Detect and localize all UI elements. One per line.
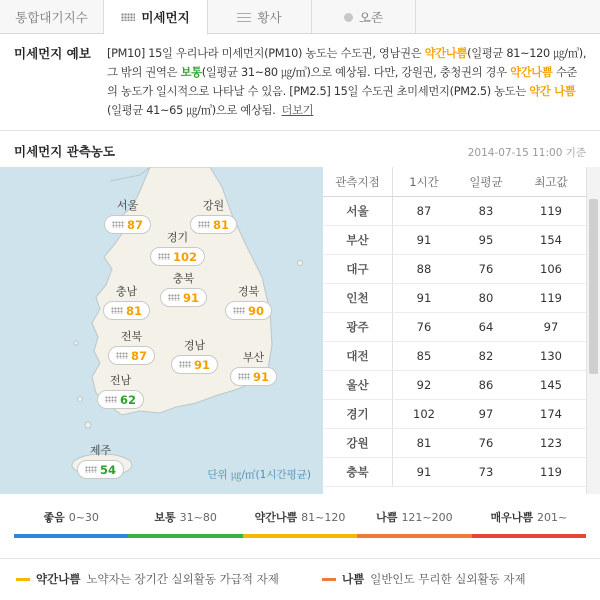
forecast-text-part: (일평균 31~80 ㎍/㎥)으로 예상됨. 다만, 강원권, 충청권의 경우 <box>201 66 511 79</box>
table-row <box>323 400 600 429</box>
value-cell: 174 <box>540 407 562 421</box>
more-link[interactable]: 더보기 <box>281 104 314 117</box>
note-description: 일반인도 무리한 실외활동 자제 <box>370 572 526 586</box>
station-name: 제주 <box>89 444 112 457</box>
value-cell: 102 <box>413 407 435 421</box>
tab-label: 미세먼지 <box>141 10 190 25</box>
station-name: 경북 <box>237 285 260 298</box>
forecast-title: 미세먼지 예보 <box>14 46 91 61</box>
table-row <box>323 313 600 342</box>
concentration-timestamp: 2014-07-15 11:00 기준 <box>467 147 586 159</box>
station-value: 91 <box>253 369 270 384</box>
column-header: 관측지점 <box>323 167 393 196</box>
station-cell: 울산 <box>323 371 393 399</box>
value-cell: 119 <box>540 465 562 479</box>
table-row <box>323 342 600 371</box>
station-name: 부산 <box>242 351 265 364</box>
dust-dots-icon <box>158 253 170 260</box>
legend-range: 31~80 <box>179 511 217 524</box>
dust-dots-icon <box>179 361 191 368</box>
forecast-grade-highlight: 약간 나쁨 <box>529 85 576 98</box>
value-cell: 154 <box>540 233 562 247</box>
value-cell: 91 <box>416 465 432 479</box>
value-cell: 85 <box>416 349 432 363</box>
dust-dots-icon <box>238 373 250 380</box>
legend-item <box>128 508 242 542</box>
table-row <box>323 197 600 226</box>
dust-dots-icon <box>111 307 123 314</box>
forecast-grade-highlight: 약간나쁨 <box>510 66 553 79</box>
forecast-grade-highlight: 보통 <box>180 66 202 79</box>
station-value: 102 <box>173 249 198 264</box>
station-value-pill <box>150 247 205 266</box>
station-cell: 부산 <box>323 226 393 254</box>
station-value: 90 <box>248 303 265 318</box>
station-name: 충북 <box>172 272 195 285</box>
forecast-text-part: (일평균 41~65 ㎍/㎥)으로 예상됨. <box>107 104 276 117</box>
station-cell: 경기 <box>323 400 393 428</box>
dust-dots-icon <box>85 466 97 473</box>
dust-dots-icon <box>121 13 135 21</box>
forecast-grade-highlight: 약간나쁨 <box>424 47 468 60</box>
legend-label: 나쁨 <box>376 511 398 524</box>
tab-label: 통합대기지수 <box>15 10 88 25</box>
concentration-title: 미세먼지 관측농도 <box>14 144 115 159</box>
station-value: 81 <box>213 217 230 232</box>
tab-bar <box>0 0 600 34</box>
legend-color-bar <box>243 534 357 538</box>
dust-dots-icon <box>105 396 117 403</box>
value-cell: 86 <box>478 378 494 392</box>
legend-label: 좋음 <box>43 511 65 524</box>
tab-label: 오존 <box>358 10 384 25</box>
value-cell: 130 <box>540 349 562 363</box>
station-value: 91 <box>194 357 211 372</box>
table-scrollbar[interactable] <box>586 167 600 494</box>
value-cell: 145 <box>540 378 562 392</box>
tab-fine-dust[interactable] <box>104 0 208 35</box>
station-name: 경기 <box>166 231 189 244</box>
value-cell: 92 <box>416 378 432 392</box>
note-color-swatch <box>16 578 30 581</box>
station-value-pill <box>104 215 151 234</box>
value-cell: 106 <box>540 262 562 276</box>
legend-label: 보통 <box>154 511 176 524</box>
station-value-pill <box>77 460 124 479</box>
station-seoul[interactable] <box>104 199 151 234</box>
station-chungnam[interactable] <box>103 285 150 320</box>
column-header: 1시간 <box>409 174 439 189</box>
station-value: 54 <box>100 462 117 477</box>
value-cell: 73 <box>478 465 494 479</box>
tab-yellow-dust[interactable] <box>208 0 312 34</box>
korea-land-shape <box>0 167 323 494</box>
table-row <box>323 284 600 313</box>
value-cell: 91 <box>416 233 432 247</box>
legend-item <box>243 508 357 542</box>
legend-range: 201~ <box>536 511 568 524</box>
station-name: 경남 <box>183 339 206 352</box>
note-label: 약간나쁨 <box>36 572 81 586</box>
station-name: 서울 <box>116 199 139 212</box>
station-gyeonggi[interactable] <box>150 231 205 266</box>
station-gyeongbuk[interactable] <box>225 285 272 320</box>
column-header: 최고값 <box>534 174 568 189</box>
legend-item <box>472 508 586 542</box>
legend-text <box>357 508 471 528</box>
value-cell: 123 <box>540 436 562 450</box>
station-value: 87 <box>127 217 144 232</box>
scrollbar-thumb[interactable] <box>589 199 598 374</box>
note-label: 나쁨 <box>342 572 365 586</box>
station-gangwon[interactable] <box>190 199 237 234</box>
station-cell: 광주 <box>323 313 393 341</box>
value-cell: 88 <box>416 262 432 276</box>
station-value-pill <box>108 346 155 365</box>
station-value-pill <box>97 390 144 409</box>
legend-color-bar <box>472 534 586 538</box>
forecast-text-part: (일평균 81~120 ㎍/㎥), 그 밖의 권역은 <box>107 47 587 79</box>
station-value: 91 <box>183 290 200 305</box>
lines-icon <box>237 13 251 22</box>
station-value-pill <box>225 301 272 320</box>
legend-label: 약간나쁨 <box>254 511 298 524</box>
value-cell: 91 <box>416 291 432 305</box>
legend-text <box>472 508 586 528</box>
circle-icon <box>344 13 353 22</box>
legend-color-bar <box>14 534 128 538</box>
legend-text <box>128 508 242 528</box>
station-value-pill <box>103 301 150 320</box>
station-gyeongnam[interactable] <box>171 339 218 374</box>
dust-dots-icon <box>112 221 124 228</box>
station-chungbuk[interactable] <box>160 272 207 307</box>
forecast-section <box>14 44 586 118</box>
station-jeonbuk[interactable] <box>108 330 155 365</box>
column-header: 일평균 <box>469 174 503 189</box>
station-cell: 인천 <box>323 284 393 312</box>
value-cell: 76 <box>416 320 432 334</box>
station-cell: 강원 <box>323 429 393 457</box>
forecast-text-part: 수준의 농도가 일시적으로 나타날 수 있음. [PM2.5] 15일 수도권 초미세먼지(PM2.5) 농도는 <box>107 66 578 98</box>
table-body <box>323 197 600 487</box>
legend-range: 81~120 <box>301 511 346 524</box>
tab-integrated-index[interactable] <box>0 0 104 34</box>
advisory-note <box>322 571 526 587</box>
note-color-swatch <box>322 578 336 581</box>
station-value: 81 <box>126 303 143 318</box>
station-name: 전남 <box>109 374 132 387</box>
dust-dots-icon <box>198 221 210 228</box>
station-cell: 대전 <box>323 342 393 370</box>
station-name: 전북 <box>120 330 143 343</box>
table-row <box>323 458 600 487</box>
station-cell: 서울 <box>323 197 393 225</box>
value-cell: 82 <box>478 349 494 363</box>
value-cell: 81 <box>416 436 432 450</box>
station-value: 62 <box>120 392 137 407</box>
dust-dots-icon <box>116 352 128 359</box>
station-cell: 충북 <box>323 458 393 486</box>
station-name: 충남 <box>115 285 138 298</box>
table-row <box>323 429 600 458</box>
value-cell: 87 <box>416 204 432 218</box>
advisory-notes <box>0 558 600 600</box>
legend-text <box>14 508 128 528</box>
value-cell: 64 <box>478 320 494 334</box>
note-description: 노약자는 장기간 실외활동 가급적 자제 <box>86 572 279 586</box>
forecast-text <box>107 44 587 120</box>
advisory-note <box>16 571 279 587</box>
station-value: 87 <box>131 348 148 363</box>
dust-dots-icon <box>233 307 245 314</box>
legend-color-bar <box>357 534 471 538</box>
value-cell: 80 <box>478 291 494 305</box>
dust-dots-icon <box>168 294 180 301</box>
legend-label: 매우나쁨 <box>490 511 533 524</box>
station-cell: 대구 <box>323 255 393 283</box>
station-name: 강원 <box>202 199 225 212</box>
value-cell: 95 <box>478 233 494 247</box>
station-jeonnam[interactable] <box>97 374 144 409</box>
legend-range: 0~30 <box>68 511 99 524</box>
table-row <box>323 255 600 284</box>
legend-item <box>357 508 471 542</box>
station-jeju[interactable] <box>77 444 124 479</box>
map-unit-label: 단위 ㎍/㎥(1시간평균) <box>207 469 311 481</box>
legend-text <box>243 508 357 528</box>
value-cell: 97 <box>543 320 559 334</box>
value-cell: 97 <box>478 407 494 421</box>
table-row <box>323 226 600 255</box>
station-value-pill <box>171 355 218 374</box>
value-cell: 76 <box>478 436 494 450</box>
tab-label: 황사 <box>257 10 282 25</box>
table-header <box>323 167 600 197</box>
legend-color-bar <box>128 534 242 538</box>
value-cell: 119 <box>540 204 562 218</box>
station-busan[interactable] <box>230 351 277 386</box>
station-value-pill <box>160 288 207 307</box>
observation-table <box>323 167 600 494</box>
station-value-pill <box>230 367 277 386</box>
forecast-text-part: [PM10] 15일 우리나라 미세먼지(PM10) 농도는 수도권, 영남권은 <box>107 47 425 60</box>
legend-item <box>14 508 128 542</box>
section-divider <box>0 130 600 131</box>
legend-range: 121~200 <box>401 511 453 524</box>
korea-map <box>0 167 323 494</box>
value-cell: 83 <box>478 204 494 218</box>
table-row <box>323 371 600 400</box>
tab-ozone[interactable] <box>312 0 416 34</box>
value-cell: 119 <box>540 291 562 305</box>
value-cell: 76 <box>478 262 494 276</box>
grade-legend <box>14 508 586 542</box>
